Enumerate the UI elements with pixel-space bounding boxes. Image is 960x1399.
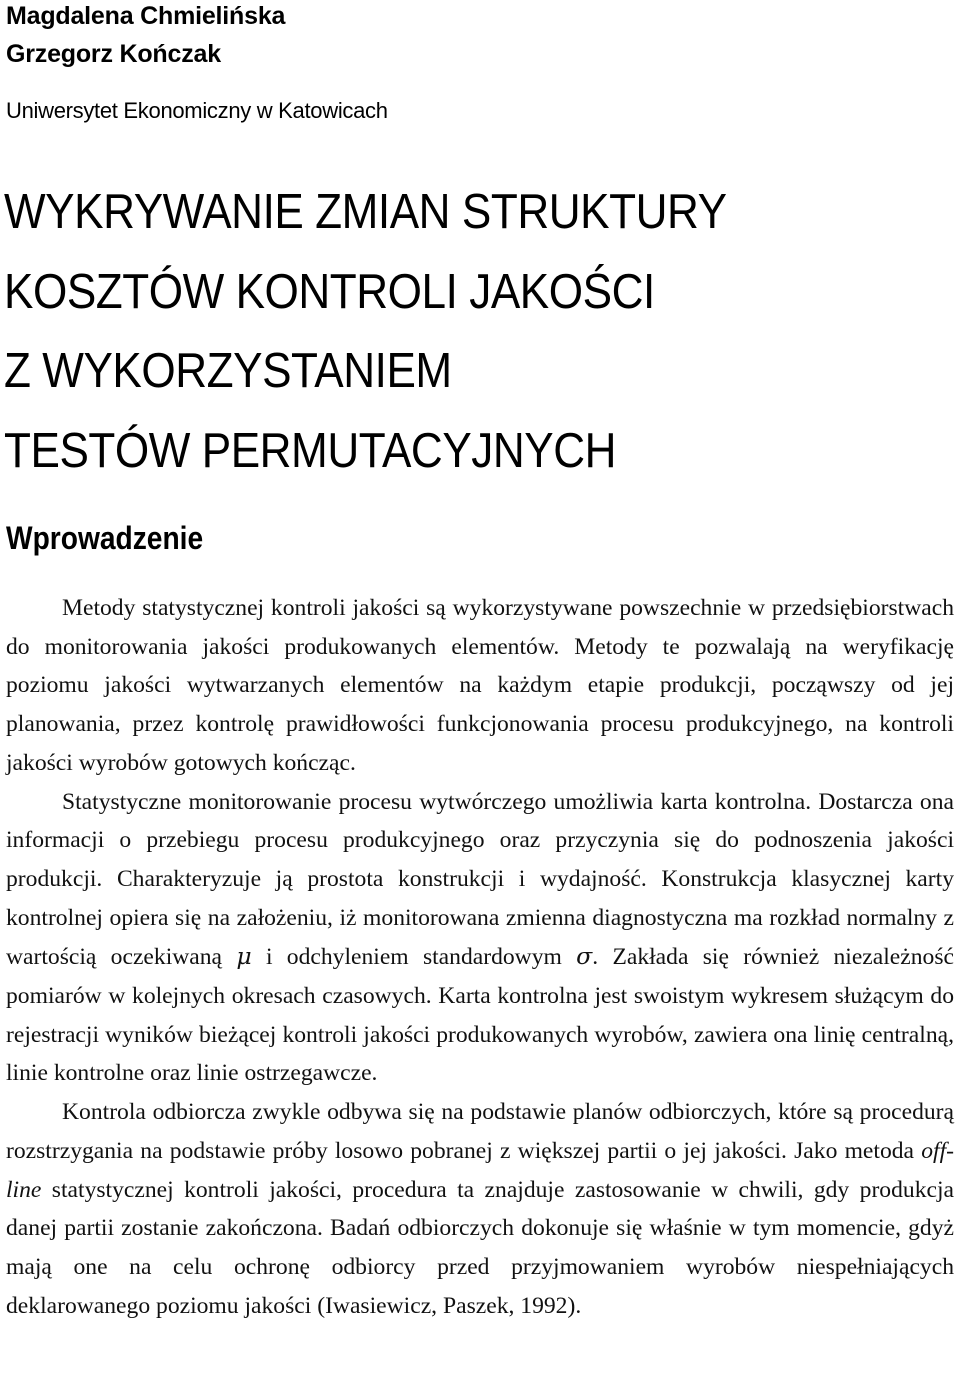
title-line-4: TESTÓW PERMUTACYJNYCH — [4, 424, 617, 478]
author-name-2: Grzegorz Kończak — [6, 40, 221, 68]
paragraph-3-part-1: Kontrola odbiorcza zwykle odbywa się na podstawie planów odbiorczych, które są procedurą rozstrzygania na podstawie próby losowo pobranej z większej partii o jej jakości. Jako metoda — [6, 1099, 954, 1164]
paragraph-2-part-3: . Zakłada się również niezależność pomiarów w kolejnych okresach czasowych. Karta kontrolna jest swoistym wykresem służącym do rejestracji wyników bieżącej kontroli jakości produkowanych wyrobów, zawiera ona linię centralną, linie kontrolne oraz linie ostrzegawcze. — [6, 944, 954, 1087]
title-line-2: KOSZTÓW KONTROLI JAKOŚCI — [4, 265, 655, 319]
paragraph-3 — [6, 1093, 954, 1325]
affiliation: Uniwersytet Ekonomiczny w Katowicach — [6, 98, 388, 123]
body-text — [6, 589, 954, 1325]
section-heading: Wprowadzenie — [6, 520, 204, 556]
paragraph-3-part-2: statystycznej kontroli jakości, procedura ta znajduje zastosowanie w chwili, gdy produkcja danej partii zostanie zakończona. Badań odbiorczych dokonuje się właśnie w tym momencie, gdyż mają one na celu ochronę odbiorcy przed przyjmowaniem wyrobów niespełniających deklarowanego poziomu jakości (Iwasiewicz, Paszek, 1992). — [6, 1176, 954, 1319]
sigma-symbol: σ — [576, 942, 593, 971]
author-name-1: Magdalena Chmielińska — [6, 2, 286, 30]
paragraph-3-italic-term: off-line — [6, 1137, 954, 1203]
paragraph-2 — [6, 783, 954, 1094]
mu-symbol: μ — [236, 942, 252, 971]
paragraph-2-part-2: i odchyleniem standardowym — [251, 944, 577, 971]
paragraph-2-part-1: Statystyczne monitorowanie procesu wytwórczego umożliwia karta kontrolna. Dostarcza ona informacji o przebiegu procesu produkcyjnego oraz przyczynia się do podnoszenia jakości produkcji. Charakteryzuje ją prostota konstrukcji i wydajność. Konstrukcja klasycznej karty kontrolnej opiera się na założeniu, iż monitorowana zmienna diagnostyczna ma rozkład normalny z wartością oczekiwaną — [6, 788, 954, 971]
paragraph-1: Metody statystycznej kontroli jakości są wykorzystywane powszechnie w przedsiębiorstwach do monitorowania jakości produkowanych elementów. Metody te pozwalają na weryfikację poziomu jakości wytwarzanych elementów na każdym etapie produkcji, począwszy od jej planowania, przez kontrolę prawidłowości funkcjonowania procesu produkcyjnego, na kontroli jakości wyrobów gotowych kończąc. — [6, 595, 954, 776]
title-line-3: Z WYKORZYSTANIEM — [4, 344, 452, 398]
title-line-1: WYKRYWANIE ZMIAN STRUKTURY — [4, 185, 727, 239]
